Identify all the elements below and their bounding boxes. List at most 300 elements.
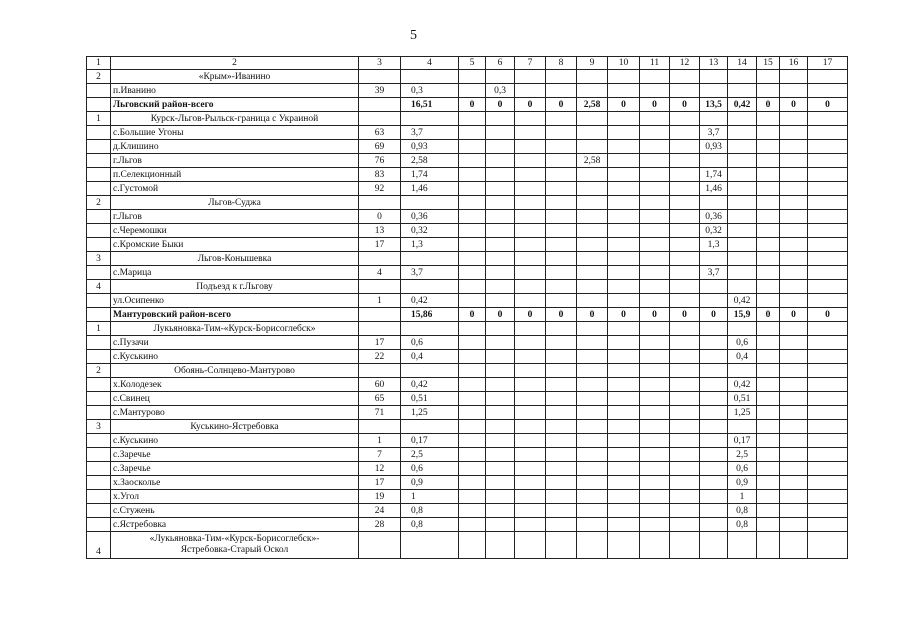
table-cell: [486, 140, 515, 154]
table-cell: [577, 532, 608, 559]
row-number: [87, 308, 111, 322]
table-cell: [728, 126, 757, 140]
table-cell: [515, 364, 546, 378]
table-cell: [670, 168, 700, 182]
table-cell: [608, 196, 640, 210]
row-number: [87, 224, 111, 238]
table-cell: [757, 168, 780, 182]
table-cell: [670, 392, 700, 406]
row-number: [87, 518, 111, 532]
table-cell: 0,8: [401, 518, 459, 532]
table-cell: 0,17: [728, 434, 757, 448]
table-cell: [700, 392, 728, 406]
table-cell: [459, 406, 486, 420]
column-header: 16: [780, 57, 808, 70]
table-cell: [670, 70, 700, 84]
table-cell: [546, 364, 577, 378]
table-cell: 0,17: [401, 434, 459, 448]
route-row: [87, 112, 848, 126]
table-cell: 0: [515, 98, 546, 112]
table-cell: [608, 350, 640, 364]
table-cell: [670, 364, 700, 378]
table-cell: [359, 112, 401, 126]
table-cell: [808, 224, 848, 238]
table-cell: [757, 462, 780, 476]
table-cell: 17: [359, 238, 401, 252]
table-cell: [608, 238, 640, 252]
table-cell: 13,5: [700, 98, 728, 112]
table-cell: [577, 84, 608, 98]
table-cell: 7: [359, 448, 401, 462]
table-cell: [808, 476, 848, 490]
table-cell: [780, 84, 808, 98]
column-header: 1: [87, 57, 111, 70]
table-cell: 0,42: [728, 378, 757, 392]
table-cell: 13: [359, 224, 401, 238]
table-cell: [577, 294, 608, 308]
location-name: с.Пузачи: [111, 336, 359, 350]
table-cell: 0,3: [486, 84, 515, 98]
table-cell: [670, 280, 700, 294]
table-cell: [728, 224, 757, 238]
table-cell: [608, 112, 640, 126]
table-cell: 0,8: [728, 504, 757, 518]
table-cell: 0,6: [401, 462, 459, 476]
table-row: [87, 168, 848, 182]
table-cell: 1,25: [401, 406, 459, 420]
table-cell: [670, 126, 700, 140]
location-name: г.Льгов: [111, 154, 359, 168]
table-cell: [608, 420, 640, 434]
table-cell: [459, 196, 486, 210]
row-number: [87, 392, 111, 406]
table-cell: [486, 364, 515, 378]
table-cell: [577, 252, 608, 266]
table-cell: [808, 126, 848, 140]
table-cell: [757, 196, 780, 210]
table-cell: [700, 434, 728, 448]
table-cell: [486, 504, 515, 518]
row-number: [87, 504, 111, 518]
table-cell: [808, 154, 848, 168]
table-cell: [780, 210, 808, 224]
table-cell: [608, 392, 640, 406]
row-number: [87, 168, 111, 182]
table-cell: [577, 420, 608, 434]
table-cell: 0,42: [728, 98, 757, 112]
table-cell: [608, 406, 640, 420]
page-number: 5: [410, 28, 417, 43]
table-cell: 2,5: [728, 448, 757, 462]
table-cell: [546, 140, 577, 154]
column-header: 4: [401, 57, 459, 70]
row-number: [87, 406, 111, 420]
table-cell: 0: [670, 308, 700, 322]
table-cell: 24: [359, 504, 401, 518]
table-cell: [700, 532, 728, 559]
table-cell: [640, 490, 670, 504]
table-cell: 0,6: [401, 336, 459, 350]
table-cell: [608, 476, 640, 490]
route-name-line: Ястребовка-Старый Оскол: [180, 545, 289, 555]
table-cell: [670, 196, 700, 210]
table-cell: [459, 70, 486, 84]
table-row: [87, 126, 848, 140]
table-cell: [577, 518, 608, 532]
table-cell: [577, 126, 608, 140]
table-cell: 4: [359, 266, 401, 280]
table-cell: 0,9: [401, 476, 459, 490]
table-cell: [780, 406, 808, 420]
table-cell: [401, 196, 459, 210]
route-name: Льгов-Суджа: [111, 196, 359, 210]
table-cell: [459, 224, 486, 238]
table-cell: [640, 364, 670, 378]
table-cell: [728, 210, 757, 224]
location-name: с.Свинец: [111, 392, 359, 406]
table-cell: [459, 490, 486, 504]
table-cell: 1,25: [728, 406, 757, 420]
table-cell: [808, 84, 848, 98]
row-number: [87, 140, 111, 154]
table-cell: [608, 252, 640, 266]
table-row: [87, 84, 848, 98]
table-cell: [670, 154, 700, 168]
table-cell: [459, 336, 486, 350]
location-name: д.Клишино: [111, 140, 359, 154]
table-cell: 2,58: [577, 98, 608, 112]
table-cell: [459, 168, 486, 182]
table-cell: [700, 322, 728, 336]
route-row: [87, 280, 848, 294]
table-cell: [757, 504, 780, 518]
table-cell: [700, 84, 728, 98]
table-row: [87, 392, 848, 406]
table-cell: [577, 406, 608, 420]
table-cell: [700, 406, 728, 420]
table-cell: 0,42: [401, 378, 459, 392]
table-cell: [808, 196, 848, 210]
route-name: Обоянь-Солнцево-Мантурово: [111, 364, 359, 378]
table-cell: 0,42: [401, 294, 459, 308]
table-cell: [359, 322, 401, 336]
table-cell: [459, 322, 486, 336]
table-cell: [728, 182, 757, 196]
table-cell: [670, 406, 700, 420]
table-cell: [486, 224, 515, 238]
table-cell: [515, 518, 546, 532]
table-cell: [780, 140, 808, 154]
table-cell: [780, 280, 808, 294]
table-cell: 28: [359, 518, 401, 532]
table-row: [87, 448, 848, 462]
table-cell: [640, 70, 670, 84]
table-cell: 0: [757, 98, 780, 112]
table-cell: [608, 294, 640, 308]
table-cell: 15,9: [728, 308, 757, 322]
table-cell: [608, 462, 640, 476]
table-cell: [608, 378, 640, 392]
table-cell: [608, 532, 640, 559]
table-cell: [459, 182, 486, 196]
table-cell: [670, 504, 700, 518]
table-cell: [577, 210, 608, 224]
row-number: [87, 182, 111, 196]
table-row: [87, 406, 848, 420]
table-row: [87, 504, 848, 518]
table-cell: [780, 350, 808, 364]
table-cell: [459, 294, 486, 308]
table-cell: [486, 294, 515, 308]
table-cell: 71: [359, 406, 401, 420]
table-cell: [700, 70, 728, 84]
table-cell: [640, 462, 670, 476]
row-number: [87, 238, 111, 252]
table-cell: [640, 266, 670, 280]
table-cell: [546, 406, 577, 420]
table-cell: [608, 84, 640, 98]
table-cell: 0,9: [728, 476, 757, 490]
table-cell: [780, 238, 808, 252]
table-cell: [700, 364, 728, 378]
table-cell: 0,6: [728, 462, 757, 476]
column-header: 5: [459, 57, 486, 70]
table-cell: [486, 378, 515, 392]
table-cell: [486, 280, 515, 294]
table-row: [87, 350, 848, 364]
table-row: [87, 434, 848, 448]
table-cell: [546, 462, 577, 476]
row-number: [87, 98, 111, 112]
table-cell: [808, 448, 848, 462]
table-cell: [640, 532, 670, 559]
column-header: 8: [546, 57, 577, 70]
table-cell: [577, 378, 608, 392]
location-name: х.Заосколье: [111, 476, 359, 490]
table-cell: 39: [359, 84, 401, 98]
table-cell: [757, 238, 780, 252]
table-cell: [486, 322, 515, 336]
location-name: с.Куськино: [111, 350, 359, 364]
table-cell: [486, 112, 515, 126]
table-cell: [780, 224, 808, 238]
table-cell: [459, 84, 486, 98]
table-cell: [608, 154, 640, 168]
table-cell: [640, 406, 670, 420]
table-cell: 2,5: [401, 448, 459, 462]
table-cell: [670, 350, 700, 364]
table-cell: [780, 434, 808, 448]
table-cell: [546, 266, 577, 280]
table-cell: [808, 532, 848, 559]
table-cell: 16,51: [401, 98, 459, 112]
table-cell: [359, 70, 401, 84]
location-name: г.Льгов: [111, 210, 359, 224]
table-cell: [640, 224, 670, 238]
table-cell: [808, 182, 848, 196]
table-cell: [577, 448, 608, 462]
table-cell: [780, 70, 808, 84]
table-cell: [486, 168, 515, 182]
table-cell: [515, 476, 546, 490]
table-cell: 69: [359, 140, 401, 154]
table-cell: [808, 378, 848, 392]
table-cell: [401, 252, 459, 266]
table-cell: [780, 532, 808, 559]
column-header: 7: [515, 57, 546, 70]
table-cell: [577, 280, 608, 294]
column-header: 15: [757, 57, 780, 70]
table-cell: [546, 476, 577, 490]
table-cell: [577, 462, 608, 476]
table-cell: [459, 154, 486, 168]
table-cell: [670, 434, 700, 448]
table-cell: [808, 266, 848, 280]
table-cell: [546, 434, 577, 448]
column-header: 2: [111, 57, 359, 70]
table-cell: [757, 84, 780, 98]
table-cell: 1: [359, 434, 401, 448]
table-cell: 0: [640, 98, 670, 112]
table-cell: [515, 434, 546, 448]
table-cell: 0,32: [401, 224, 459, 238]
table-cell: 0,93: [700, 140, 728, 154]
table-cell: [486, 420, 515, 434]
column-header: 14: [728, 57, 757, 70]
table-cell: [640, 154, 670, 168]
route-row: [87, 322, 848, 336]
row-number: [87, 294, 111, 308]
column-header: 12: [670, 57, 700, 70]
table-cell: [640, 294, 670, 308]
table-row: [87, 490, 848, 504]
table-cell: [780, 112, 808, 126]
table-cell: [515, 322, 546, 336]
table-cell: [459, 364, 486, 378]
table-cell: [808, 350, 848, 364]
table-cell: [640, 112, 670, 126]
table-cell: [546, 168, 577, 182]
table-cell: [546, 112, 577, 126]
table-cell: [459, 504, 486, 518]
table-cell: [780, 364, 808, 378]
table-cell: [486, 126, 515, 140]
table-cell: 0,36: [700, 210, 728, 224]
table-cell: [780, 504, 808, 518]
table-cell: 0: [757, 308, 780, 322]
table-cell: [577, 336, 608, 350]
table-cell: [808, 420, 848, 434]
route-name-line: «Лукьяновка-Тим-«Курск-Борисоглебск»-: [149, 534, 320, 544]
row-number: [87, 266, 111, 280]
table-cell: [401, 322, 459, 336]
column-header: 13: [700, 57, 728, 70]
table-cell: [757, 434, 780, 448]
table-cell: [577, 392, 608, 406]
location-name: ул.Осипенко: [111, 294, 359, 308]
route-name: [111, 532, 359, 559]
table-cell: 15,86: [401, 308, 459, 322]
table-cell: [700, 504, 728, 518]
location-name: Льговский район-всего: [111, 98, 359, 112]
table-cell: [401, 280, 459, 294]
location-name: с.Большие Угоны: [111, 126, 359, 140]
table-cell: [608, 322, 640, 336]
table-cell: 65: [359, 392, 401, 406]
location-name: с.Заречье: [111, 462, 359, 476]
table-cell: [608, 224, 640, 238]
table-cell: [608, 448, 640, 462]
table-cell: [780, 266, 808, 280]
table-cell: [808, 518, 848, 532]
row-number: [87, 378, 111, 392]
row-number: [87, 462, 111, 476]
table-cell: [515, 140, 546, 154]
table-cell: [640, 140, 670, 154]
table-cell: [546, 84, 577, 98]
table-cell: [780, 126, 808, 140]
table-cell: 0,6: [728, 336, 757, 350]
column-header: 17: [808, 57, 848, 70]
table-cell: [700, 112, 728, 126]
row-number: [87, 126, 111, 140]
table-cell: [459, 462, 486, 476]
table-cell: [515, 112, 546, 126]
table-cell: [728, 420, 757, 434]
table-cell: [546, 252, 577, 266]
table-cell: [700, 448, 728, 462]
table-cell: [459, 210, 486, 224]
table-cell: [459, 266, 486, 280]
table-cell: [640, 378, 670, 392]
table-cell: [670, 532, 700, 559]
table-cell: 1: [401, 490, 459, 504]
table-cell: [808, 70, 848, 84]
row-number: 1: [87, 112, 111, 126]
table-cell: [700, 490, 728, 504]
table-cell: 0,36: [401, 210, 459, 224]
table-cell: [757, 350, 780, 364]
table-cell: [757, 378, 780, 392]
table-cell: [670, 462, 700, 476]
table-row: [87, 462, 848, 476]
table-cell: [546, 322, 577, 336]
table-cell: [546, 420, 577, 434]
table-cell: [486, 462, 515, 476]
row-number: [87, 490, 111, 504]
route-name: Льгов-Конышевка: [111, 252, 359, 266]
table-cell: [757, 336, 780, 350]
table-cell: [486, 336, 515, 350]
table-cell: [670, 210, 700, 224]
table-cell: [780, 154, 808, 168]
table-cell: [546, 518, 577, 532]
table-cell: 0,8: [728, 518, 757, 532]
table-cell: [640, 210, 670, 224]
table-cell: [757, 280, 780, 294]
table-row: [87, 224, 848, 238]
column-header: 6: [486, 57, 515, 70]
table-cell: [515, 504, 546, 518]
table-cell: [459, 518, 486, 532]
table-cell: [459, 434, 486, 448]
table-cell: 1,3: [700, 238, 728, 252]
table-cell: [515, 182, 546, 196]
route-name: Подъезд к г.Льгову: [111, 280, 359, 294]
table-cell: [808, 462, 848, 476]
table-cell: 0,4: [728, 350, 757, 364]
table-cell: 3,7: [401, 126, 459, 140]
